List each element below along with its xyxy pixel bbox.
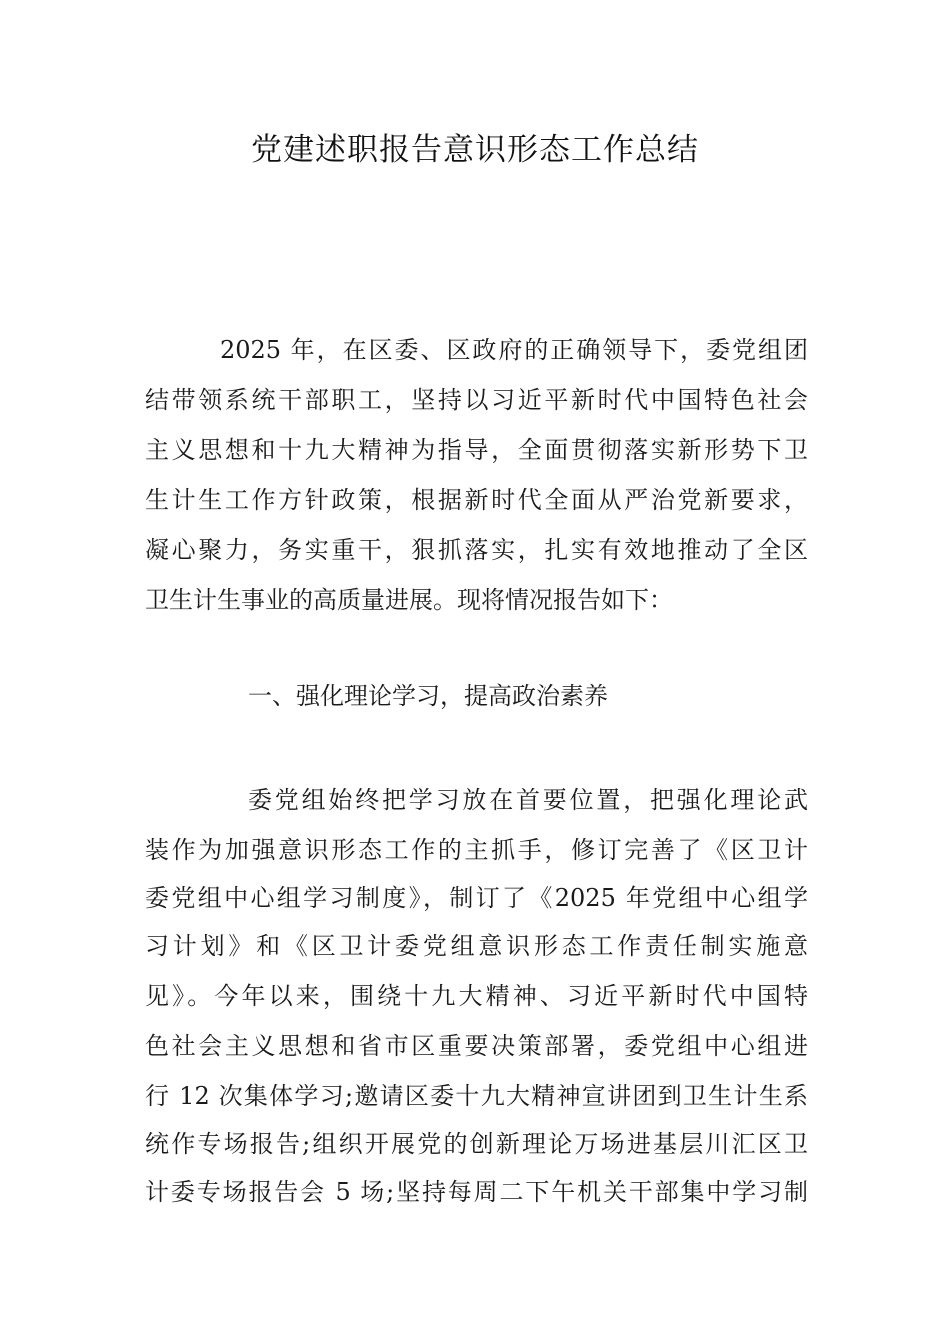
intro-line: 主义思想和十九大精神为指导，全面贯彻落实新形势下卫 xyxy=(145,436,808,464)
section-line: 委党组中心组学习制度》，制订了《2025 年党组中心组学 xyxy=(145,884,808,912)
intro-line: 凝心聚力，务实重干，狠抓落实，扎实有效地推动了全区 xyxy=(145,536,808,564)
section-line: 计委专场报告会 5 场;坚持每周二下午机关干部集中学习制 xyxy=(145,1178,808,1206)
intro-line: 结带领系统干部职工，坚持以习近平新时代中国特色社会 xyxy=(145,386,808,414)
intro-line: 2025 年，在区委、区政府的正确领导下，委党组团 xyxy=(220,336,808,364)
section-line: 习计划》和《区卫计委党组意识形态工作责任制实施意 xyxy=(145,932,808,960)
section-line: 见》。今年以来，围绕十九大精神、习近平新时代中国特 xyxy=(145,982,808,1010)
section-line: 装作为加强意识形态工作的主抓手，修订完善了《区卫计 xyxy=(145,836,808,864)
document-title: 党建述职报告意识形态工作总结 xyxy=(251,132,699,168)
section-line: 统作专场报告;组织开展党的创新理论万场进基层川汇区卫 xyxy=(145,1130,808,1158)
section-line: 行 12 次集体学习;邀请区委十九大精神宣讲团到卫生计生系 xyxy=(145,1082,808,1110)
intro-line: 生计生工作方针政策，根据新时代全面从严治党新要求， xyxy=(145,486,808,514)
intro-line: 卫生计生事业的高质量进展。现将情况报告如下： xyxy=(145,586,673,614)
section-line: 色社会主义思想和省市区重要决策部署，委党组中心组进 xyxy=(145,1032,808,1060)
section-line: 委党组始终把学习放在首要位置，把强化理论武 xyxy=(248,786,808,814)
section-heading: 一、强化理论学习，提高政治素养 xyxy=(248,682,608,710)
